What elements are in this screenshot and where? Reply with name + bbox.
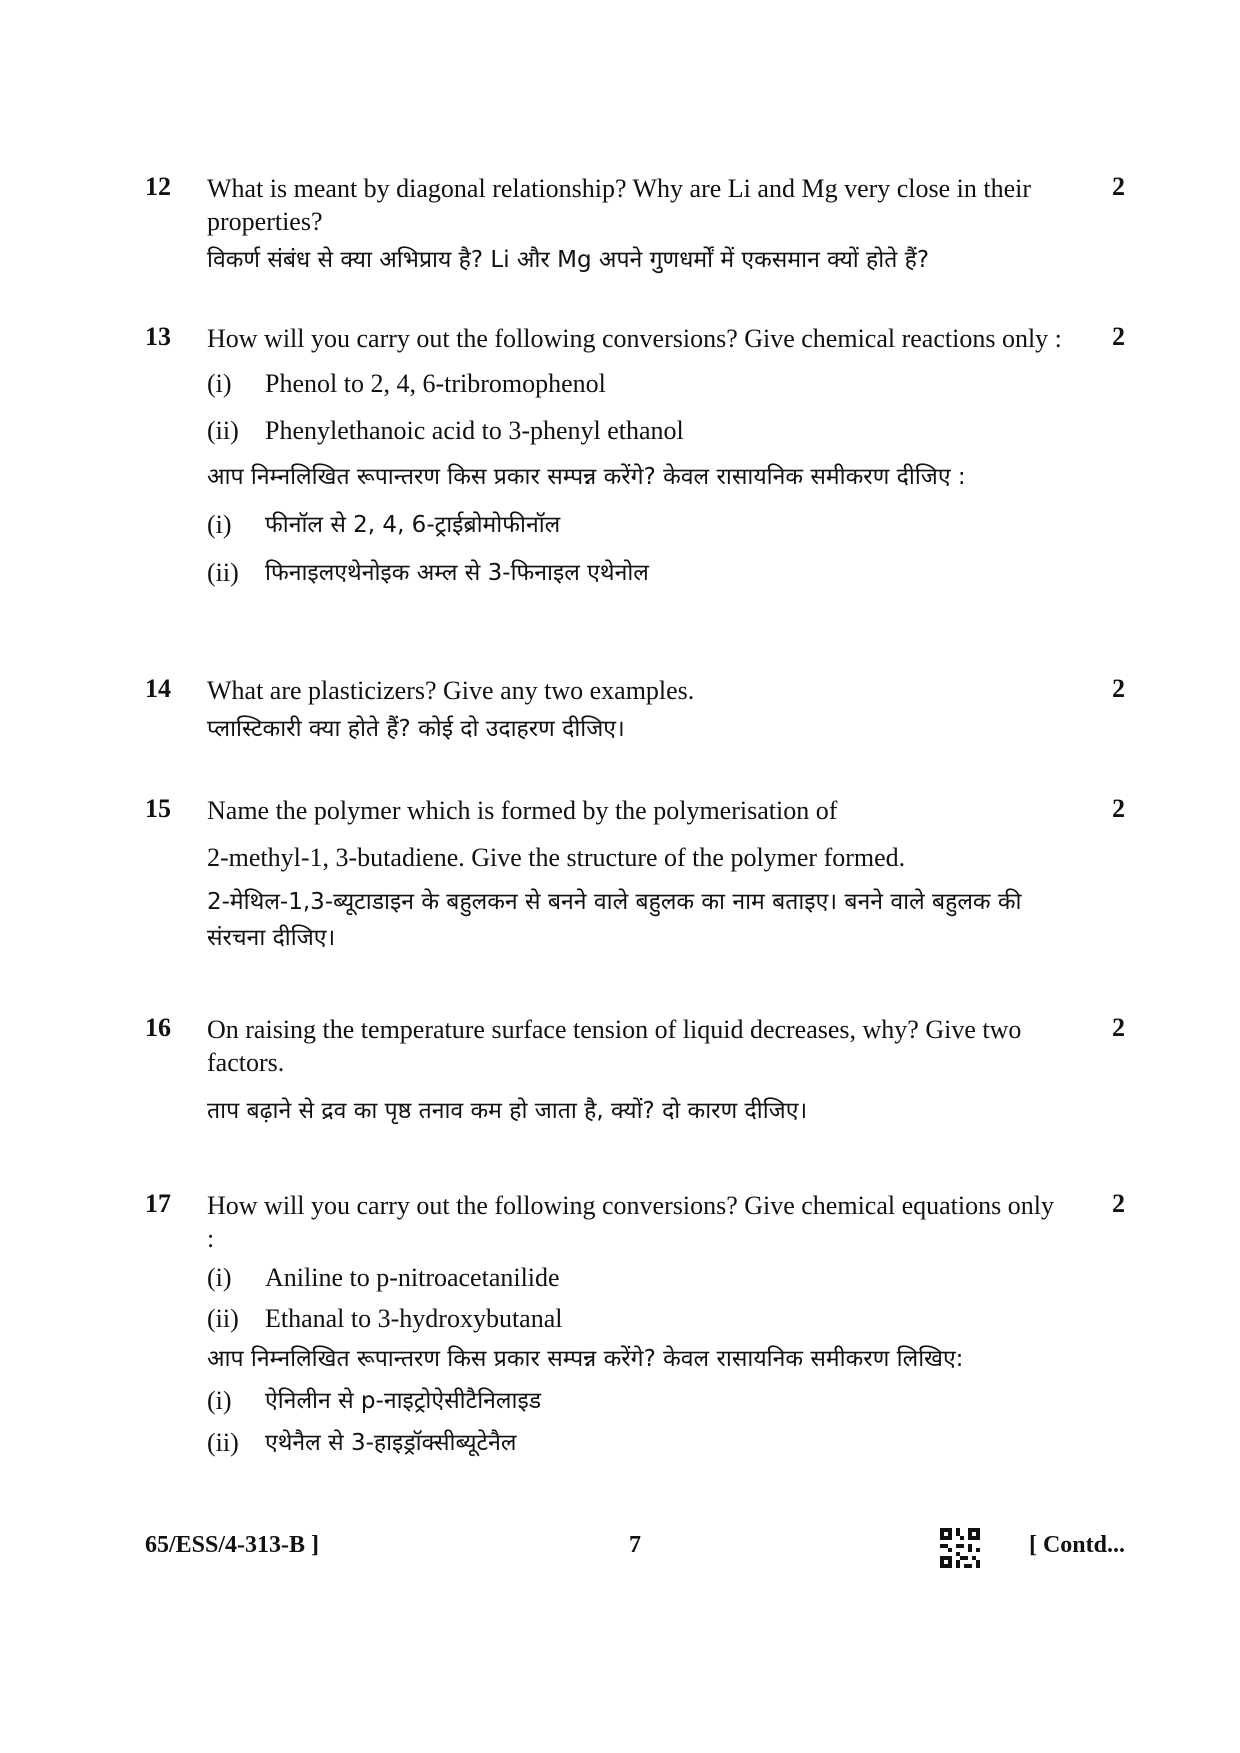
option-text: एथेनैल से 3-हाइड्रॉक्सीब्यूटेनैल	[265, 1430, 517, 1456]
option-hindi	[207, 507, 1067, 543]
option-label: (i)	[207, 1263, 232, 1292]
option-hindi	[207, 1425, 1067, 1461]
question-text-hindi: प्लास्टिकारी क्या होते हैं? कोई दो उदाहरण दीजिए।	[207, 716, 625, 742]
question-text-hindi: विकर्ण संबंध से क्या अभिप्राय है? Li और Mg अपने गुणधर्मों में एकसमान क्यों होते हैं?	[207, 247, 930, 273]
option-text: फिनाइलएथेनोइक अम्ल से 3-फिनाइल एथेनोल	[265, 560, 649, 586]
question-number: 16	[145, 1013, 171, 1042]
page-number: 7	[629, 1532, 641, 1558]
option-english	[207, 1302, 1067, 1335]
question-text-english: How will you carry out the following conversions? Give chemical equations only :	[207, 1191, 1054, 1253]
question-text-english: What is meant by diagonal relationship? Why are Li and Mg very close in their properties?	[207, 174, 1032, 236]
question-marks: 2	[1112, 172, 1125, 201]
option-english	[207, 367, 1067, 400]
question-12	[145, 172, 1125, 278]
question-text-english-line2: 2-methyl-1, 3-butadiene. Give the structure of the polymer formed.	[207, 843, 906, 872]
question-14	[145, 674, 1125, 747]
question-16	[145, 1013, 1125, 1129]
question-number: 15	[145, 794, 171, 823]
question-text-english: On raising the temperature surface tension of liquid decreases, why? Give two factors.	[207, 1015, 1022, 1077]
question-number: 12	[145, 172, 171, 201]
option-text: Aniline to p-nitroacetanilide	[265, 1263, 560, 1292]
question-number: 17	[145, 1189, 171, 1218]
option-text: Phenylethanoic acid to 3-phenyl ethanol	[265, 416, 684, 445]
option-text: Phenol to 2, 4, 6-tribromophenol	[265, 369, 606, 398]
option-label: (ii)	[207, 1304, 239, 1333]
option-english	[207, 414, 1067, 447]
qr-code-icon	[940, 1528, 980, 1568]
option-label: (i)	[207, 369, 232, 398]
question-text-hindi: आप निम्नलिखित रूपान्तरण किस प्रकार सम्पन्न करेंगे? केवल रासायनिक समीकरण दीजिए :	[207, 464, 966, 490]
option-label: (ii)	[207, 416, 239, 445]
option-label: (i)	[207, 1386, 232, 1415]
question-number: 13	[145, 322, 171, 351]
question-number: 14	[145, 674, 171, 703]
question-text-english: What are plasticizers? Give any two examples.	[207, 676, 695, 705]
option-text: Ethanal to 3-hydroxybutanal	[265, 1304, 563, 1333]
option-hindi	[207, 555, 1067, 591]
question-15	[145, 794, 1125, 956]
option-label: (ii)	[207, 1428, 239, 1457]
question-17	[145, 1189, 1125, 1461]
question-marks: 2	[1112, 1013, 1125, 1042]
continued-label: [ Contd...	[1028, 1532, 1125, 1558]
question-13	[145, 322, 1125, 591]
option-text: ऐनिलीन से p-नाइट्रोऐसीटैनिलाइड	[265, 1388, 542, 1414]
question-marks: 2	[1112, 674, 1125, 703]
question-marks: 2	[1112, 322, 1125, 351]
option-hindi	[207, 1383, 1067, 1419]
question-marks: 2	[1112, 1189, 1125, 1218]
question-text-hindi: आप निम्नलिखित रूपान्तरण किस प्रकार सम्पन्न करेंगे? केवल रासायनिक समीकरण लिखिए:	[207, 1346, 964, 1372]
question-text-hindi: ताप बढ़ाने से द्रव का पृष्ठ तनाव कम हो जाता है, क्यों? दो कारण दीजिए।	[207, 1098, 808, 1124]
option-label: (ii)	[207, 558, 239, 587]
option-text: फीनॉल से 2, 4, 6-ट्राईब्रोमोफीनॉल	[265, 512, 561, 538]
question-text-english-line1: Name the polymer which is formed by the polymerisation of	[207, 796, 838, 825]
page-footer	[145, 1532, 1125, 1572]
question-text-hindi: 2-मेथिल-1,3-ब्यूटाडाइन के बहुलकन से बनने वाले बहुलक का नाम बताइए। बनने वाले बहुलक की संरचना दीजिए।	[207, 889, 1022, 951]
option-label: (i)	[207, 510, 232, 539]
question-text-english: How will you carry out the following conversions? Give chemical reactions only :	[207, 324, 1062, 353]
option-english	[207, 1261, 1067, 1294]
question-marks: 2	[1112, 794, 1125, 823]
paper-code: 65/ESS/4-313-B ]	[145, 1532, 320, 1558]
